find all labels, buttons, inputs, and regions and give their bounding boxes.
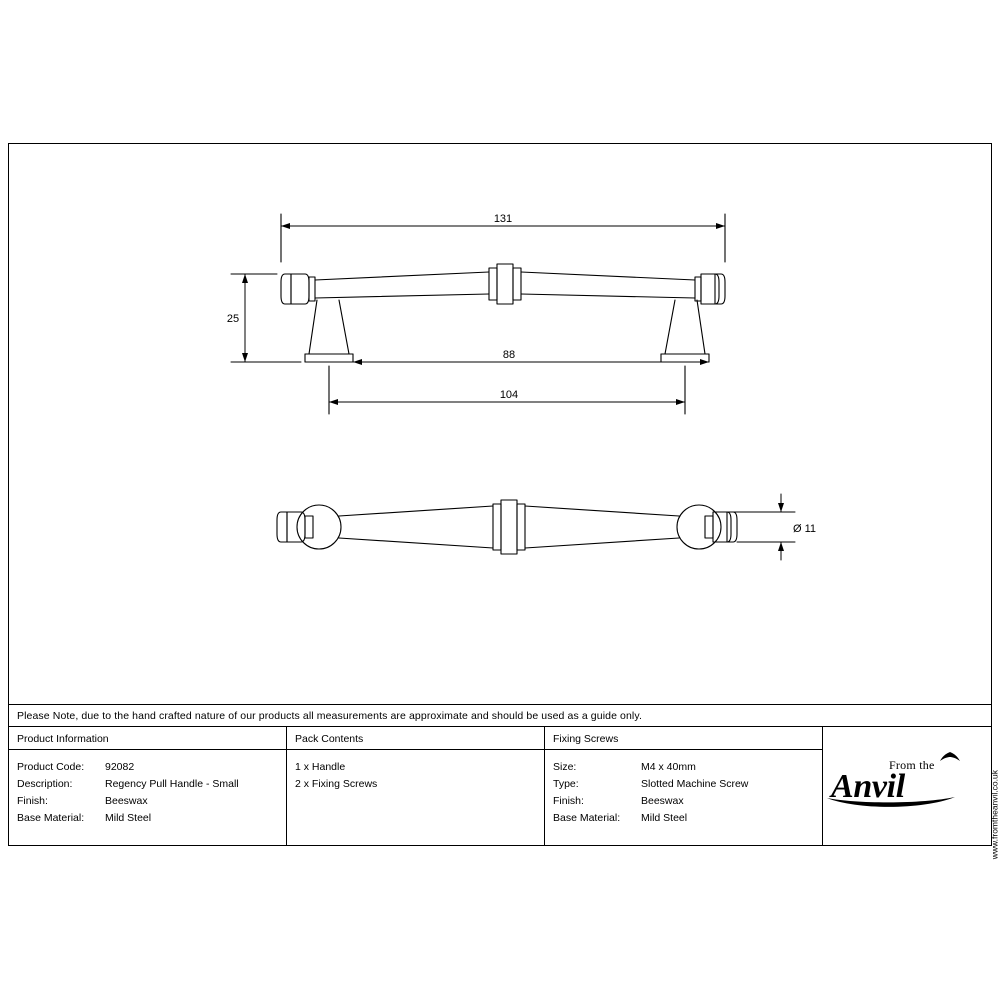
pack-contents-heading: Pack Contents xyxy=(295,733,364,745)
field-value: Mild Steel xyxy=(105,812,152,824)
field-value: Mild Steel xyxy=(641,812,688,824)
measurement-note: Please Note, due to the hand crafted nature of our products all measurements are approximate and should be used as a guide only. xyxy=(17,709,642,722)
field-label: Finish: xyxy=(17,795,48,807)
field-value: Beeswax xyxy=(105,795,148,807)
technical-drawing xyxy=(9,144,991,704)
logo-from-the-text: From the xyxy=(889,758,935,772)
brand-logo-panel xyxy=(823,727,999,860)
product-information-table xyxy=(17,759,286,827)
fixing-screws-panel xyxy=(545,727,823,845)
pack-contents-panel xyxy=(287,727,545,845)
logo-url-text: www.fromtheanvil.co.uk xyxy=(989,770,999,860)
field-label: Base Material: xyxy=(553,812,621,824)
table-row xyxy=(17,793,286,810)
field-value: M4 x 40mm xyxy=(641,761,696,773)
dim-label-diameter: Ø 11 xyxy=(793,523,817,535)
dim-label-88: 88 xyxy=(502,349,516,361)
product-information-panel xyxy=(9,727,287,845)
table-row xyxy=(553,810,822,827)
logo-anvil-text: Anvil xyxy=(831,768,905,805)
dim-label-131: 131 xyxy=(493,213,513,225)
divider xyxy=(9,749,286,750)
drawing-svg xyxy=(9,144,991,704)
list-item: 2 x Fixing Screws xyxy=(295,778,378,790)
information-row xyxy=(9,726,999,860)
list-item: 1 x Handle xyxy=(295,761,346,773)
table-row xyxy=(17,776,286,793)
bird-icon xyxy=(939,752,961,766)
table-row xyxy=(17,759,286,776)
field-value: 92082 xyxy=(105,761,135,773)
field-value: Slotted Machine Screw xyxy=(641,778,749,790)
fixing-screws-heading: Fixing Screws xyxy=(553,733,619,745)
product-information-heading: Product Information xyxy=(17,733,109,745)
field-label: Product Code: xyxy=(17,761,85,773)
field-label: Size: xyxy=(553,761,577,773)
table-row xyxy=(553,793,822,810)
field-label: Type: xyxy=(553,778,579,790)
dim-label-25: 25 xyxy=(226,313,240,325)
table-row xyxy=(17,810,286,827)
drawing-sheet xyxy=(8,143,999,860)
field-label: Description: xyxy=(17,778,73,790)
measurement-note-row xyxy=(9,704,991,726)
field-label: Base Material: xyxy=(17,812,85,824)
field-value: Beeswax xyxy=(641,795,684,807)
divider xyxy=(287,749,544,750)
table-row xyxy=(553,776,822,793)
pack-contents-list xyxy=(295,759,544,793)
brand-logo xyxy=(823,727,999,860)
divider xyxy=(545,749,822,750)
field-value: Regency Pull Handle - Small xyxy=(105,778,239,790)
swoosh-icon xyxy=(827,796,955,810)
fixing-screws-table xyxy=(553,759,822,827)
dim-label-104: 104 xyxy=(499,389,519,401)
table-row xyxy=(553,759,822,776)
field-label: Finish: xyxy=(553,795,584,807)
